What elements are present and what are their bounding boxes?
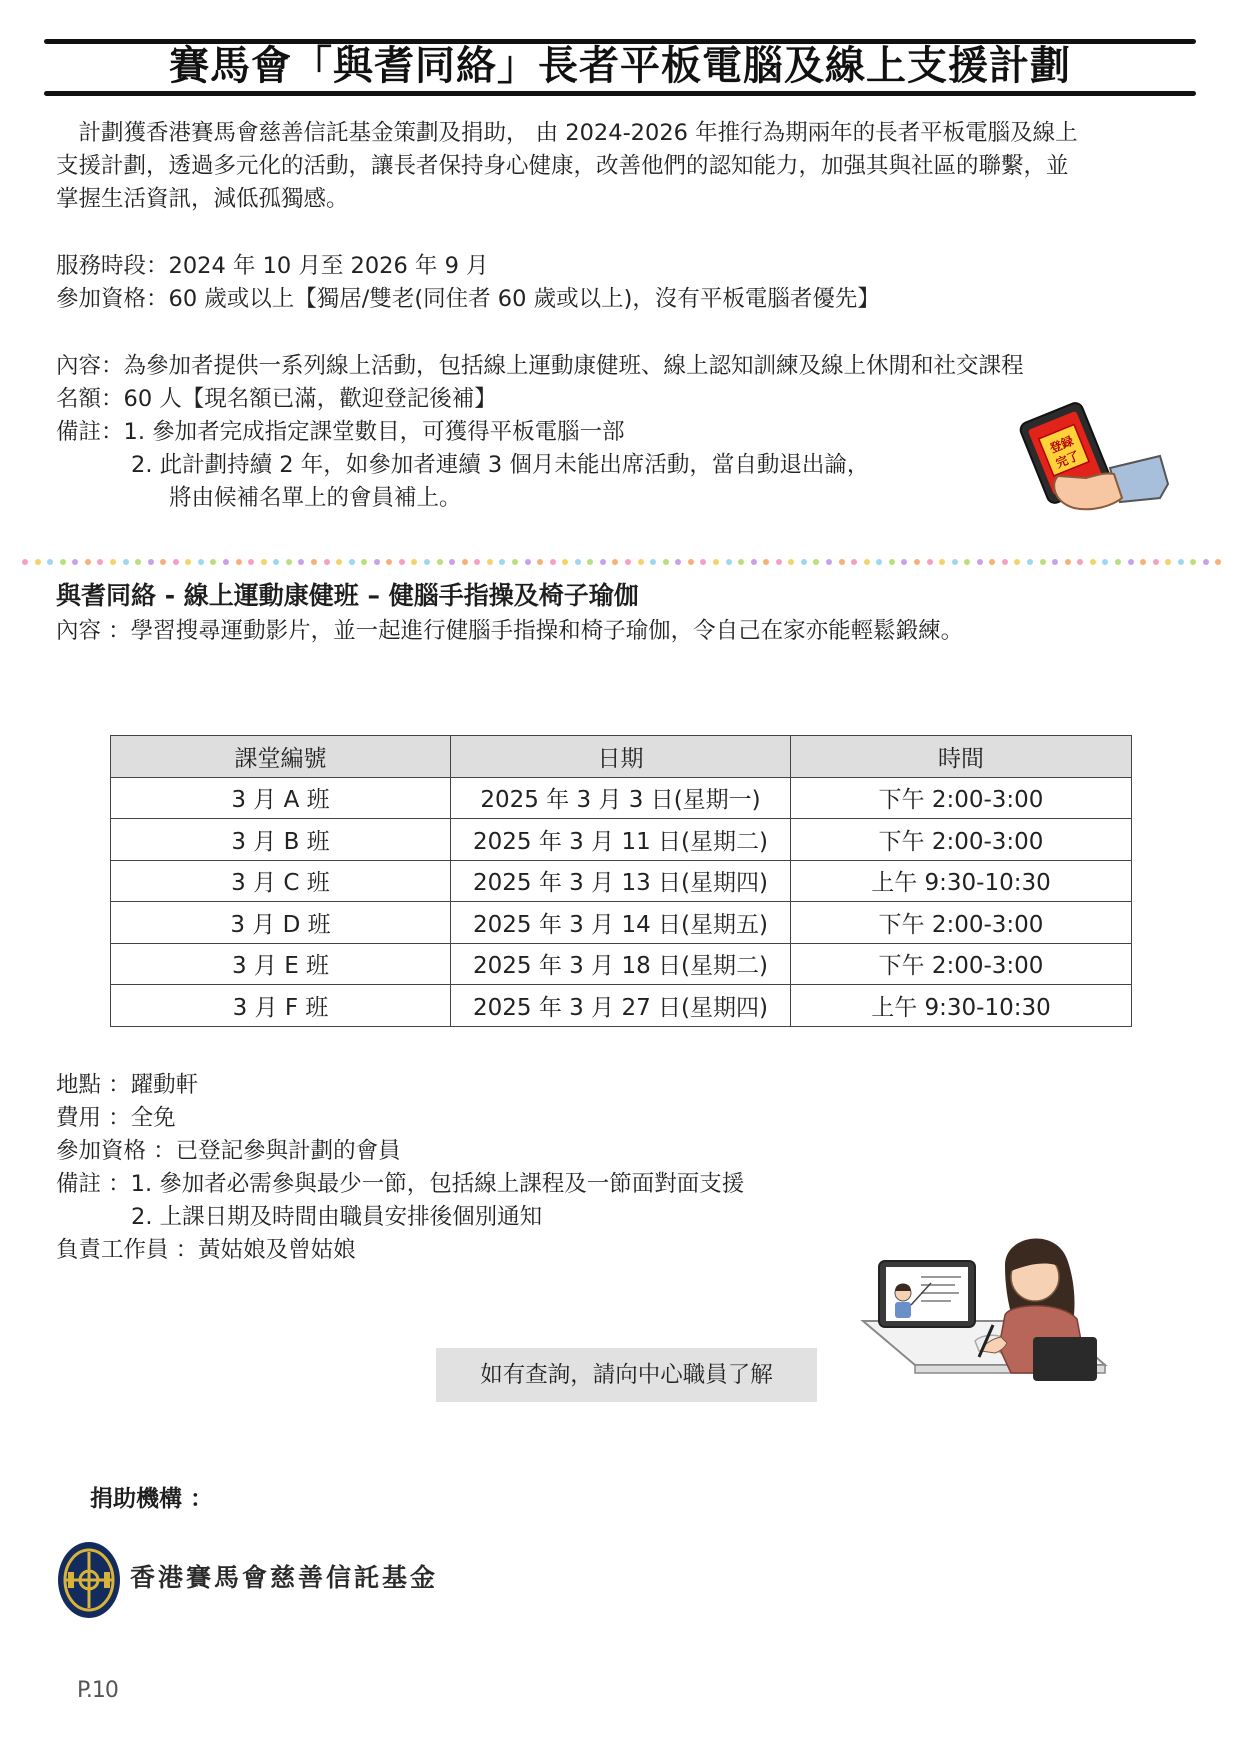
divider-dot [273, 559, 279, 565]
divider-dot [525, 559, 531, 565]
sponsor-label: 捐助機構 ： [90, 1486, 214, 1512]
class-remark-1: 備註 ：1. 參加者必需參與最少一節，包括線上課程及一節面對面支援 [56, 1171, 745, 1197]
venue: 地點 ：躍動軒 [56, 1072, 199, 1098]
divider-dot [751, 559, 757, 565]
remark-1: 備註：1. 參加者完成指定課堂數目，可獲得平板電腦一部 [56, 419, 625, 445]
divider-dot [236, 559, 242, 565]
remark-3: 將由候補名單上的會員補上。 [169, 485, 462, 511]
title-rule-bottom [44, 91, 1196, 96]
divider-dot [1077, 559, 1083, 565]
staff-in-charge: 負責工作員 ：黃姑娘及曾姑娘 [56, 1237, 356, 1263]
divider-dot [562, 559, 568, 565]
divider-dot [826, 559, 832, 565]
divider-dot [1115, 559, 1121, 565]
divider-dot [449, 559, 455, 565]
eligibility: 參加資格：60 歲或以上【獨居/雙老(同住者 60 歲或以上)，沒有平板電腦者優先】 [56, 286, 880, 312]
divider-dot [148, 559, 154, 565]
divider-dot [550, 559, 556, 565]
divider-dot [927, 559, 933, 565]
divider-dot [977, 559, 983, 565]
cell-class: 3 月 A 班 [111, 777, 451, 819]
divider-dot [688, 559, 694, 565]
divider-dot [600, 559, 606, 565]
divider-dot [901, 559, 907, 565]
divider-dot [349, 559, 355, 565]
divider-dot [311, 559, 317, 565]
divider-dot [185, 559, 191, 565]
intro-line-2: 支援計劃，透過多元化的活動，讓長者保持身心健康，改善他們的認知能力，加强其與社區的聯繫，並 [56, 153, 1069, 179]
cell-date: 2025 年 3 月 13 日(星期四) [451, 860, 791, 902]
class-remark-2: 2. 上課日期及時間由職員安排後個別通知 [131, 1204, 543, 1230]
divider-dot [864, 559, 870, 565]
divider-dot [989, 559, 995, 565]
cell-time: 下午 2:00-3:00 [791, 902, 1132, 944]
divider-dot [663, 559, 669, 565]
table-row [111, 819, 1132, 861]
divider-dot [1178, 559, 1184, 565]
cell-class: 3 月 C 班 [111, 860, 451, 902]
cell-time: 上午 9:30-10:30 [791, 860, 1132, 902]
divider-dot [411, 559, 417, 565]
divider-dot [386, 559, 392, 565]
divider-dot [700, 559, 706, 565]
quota: 名額：60 人【現名額已滿，歡迎登記後補】 [56, 386, 497, 412]
divider-dot [123, 559, 129, 565]
divider-dot [839, 559, 845, 565]
divider-dot [286, 559, 292, 565]
divider-dot [726, 559, 732, 565]
divider-dot [336, 559, 342, 565]
divider-dot [248, 559, 254, 565]
divider-dot [424, 559, 430, 565]
divider-dot [110, 559, 116, 565]
enquiry-note: 如有查詢，請向中心職員了解 [436, 1348, 817, 1402]
divider-dot [1102, 559, 1108, 565]
table-row [111, 902, 1132, 944]
page-title: 賽馬會「與耆同絡」長者平板電腦及線上支援計劃 [169, 43, 1071, 89]
divider-dot [537, 559, 543, 565]
sponsor-name: 香港賽馬會慈善信託基金 [130, 1563, 439, 1592]
cell-time: 上午 9:30-10:30 [791, 985, 1132, 1027]
divider-dot [298, 559, 304, 565]
divider-dot [1090, 559, 1096, 565]
jockey-club-logo-icon [56, 1540, 122, 1620]
divider-dot [60, 559, 66, 565]
divider-dot [135, 559, 141, 565]
cell-class: 3 月 E 班 [111, 943, 451, 985]
divider-dot [650, 559, 656, 565]
divider-dot [223, 559, 229, 565]
divider-dot [813, 559, 819, 565]
divider-dot [638, 559, 644, 565]
divider-dot [788, 559, 794, 565]
tablet-badge-text-1: 登録 [1047, 433, 1076, 456]
divider-dot [474, 559, 480, 565]
intro-line-1: 計劃獲香港賽馬會慈善信託基金策劃及捐助， 由 2024-2026 年推行為期兩年的長者平板電腦及線上 [56, 120, 1078, 146]
divider-dot [713, 559, 719, 565]
page-number: P.10 [77, 1678, 118, 1703]
divider-dot [964, 559, 970, 565]
divider-dot [512, 559, 518, 565]
divider-dot [1052, 559, 1058, 565]
schedule-table [110, 735, 1132, 1027]
divider-dot [914, 559, 920, 565]
divider-dot [72, 559, 78, 565]
cell-date: 2025 年 3 月 14 日(星期五) [451, 902, 791, 944]
divider-dot [1027, 559, 1033, 565]
divider-dot [851, 559, 857, 565]
divider-dot [575, 559, 581, 565]
divider-dot [35, 559, 41, 565]
divider-dot [801, 559, 807, 565]
divider-dot [261, 559, 267, 565]
cell-date: 2025 年 3 月 3 日(星期一) [451, 777, 791, 819]
table-row [111, 943, 1132, 985]
divider-dot [210, 559, 216, 565]
divider-dot [437, 559, 443, 565]
programme-content: 內容：為參加者提供一系列線上活動，包括線上運動康健班、線上認知訓練及線上休閒和社交課程 [56, 353, 1024, 379]
divider-dot [1190, 559, 1196, 565]
divider-dot [1165, 559, 1171, 565]
divider-dot [1065, 559, 1071, 565]
divider-dot [952, 559, 958, 565]
girl-tablet-illustration [855, 1225, 1115, 1395]
divider-dot [22, 559, 28, 565]
divider-dot [499, 559, 505, 565]
divider-dot [198, 559, 204, 565]
header-class-no: 課堂編號 [111, 736, 451, 778]
divider-dot [173, 559, 179, 565]
divider-dot [738, 559, 744, 565]
cell-class: 3 月 B 班 [111, 819, 451, 861]
cell-time: 下午 2:00-3:00 [791, 819, 1132, 861]
divider-dot [776, 559, 782, 565]
table-row [111, 777, 1132, 819]
divider-dot [1153, 559, 1159, 565]
divider-dot [97, 559, 103, 565]
header-time: 時間 [791, 736, 1132, 778]
divider-dot [889, 559, 895, 565]
divider-dot [85, 559, 91, 565]
divider-dot [47, 559, 53, 565]
divider-dot [1140, 559, 1146, 565]
table-row [111, 985, 1132, 1027]
tablet-badge-text-2: 完了 [1053, 448, 1082, 471]
cell-date: 2025 年 3 月 11 日(星期二) [451, 819, 791, 861]
intro-line-3: 掌握生活資訊，減低孤獨感。 [56, 186, 349, 212]
service-period: 服務時段：2024 年 10 月至 2026 年 9 月 [56, 253, 489, 279]
divider-dot [675, 559, 681, 565]
divider-dot [160, 559, 166, 565]
divider-dot [1203, 559, 1209, 565]
divider-dot [1040, 559, 1046, 565]
divider-dot [361, 559, 367, 565]
cell-class: 3 月 D 班 [111, 902, 451, 944]
divider-dot [612, 559, 618, 565]
divider-dot [1215, 559, 1221, 565]
cell-time: 下午 2:00-3:00 [791, 943, 1132, 985]
divider-dot [1128, 559, 1134, 565]
cell-date: 2025 年 3 月 18 日(星期二) [451, 943, 791, 985]
table-row [111, 860, 1132, 902]
cell-time: 下午 2:00-3:00 [791, 777, 1132, 819]
divider-dot [939, 559, 945, 565]
cell-date: 2025 年 3 月 27 日(星期四) [451, 985, 791, 1027]
divider-dot [462, 559, 468, 565]
divider-dot [374, 559, 380, 565]
divider-dot [763, 559, 769, 565]
tablet-hand-illustration [1010, 398, 1170, 516]
fee: 費用 ：全免 [56, 1105, 176, 1131]
header-date: 日期 [451, 736, 791, 778]
table-header-row [111, 736, 1132, 778]
remark-2: 2. 此計劃持續 2 年，如參加者連續 3 個月未能出席活動，當自動退出論， [131, 452, 870, 478]
class-eligibility: 參加資格 ：已登記參與計劃的會員 [56, 1138, 401, 1164]
class-content: 內容 ：學習搜尋運動影片，並一起進行健腦手指操和椅子瑜伽，令自己在家亦能輕鬆鍛練。 [56, 618, 964, 644]
divider-dot [324, 559, 330, 565]
divider-dot [625, 559, 631, 565]
divider-dot [587, 559, 593, 565]
divider-dot [1002, 559, 1008, 565]
divider-dot [1014, 559, 1020, 565]
divider-dot [876, 559, 882, 565]
divider-dot [487, 559, 493, 565]
dotted-divider [22, 556, 1222, 568]
class-section-title: 與耆同絡 - 線上運動康健班 – 健腦手指操及椅子瑜伽 [56, 581, 639, 610]
divider-dot [399, 559, 405, 565]
cell-class: 3 月 F 班 [111, 985, 451, 1027]
